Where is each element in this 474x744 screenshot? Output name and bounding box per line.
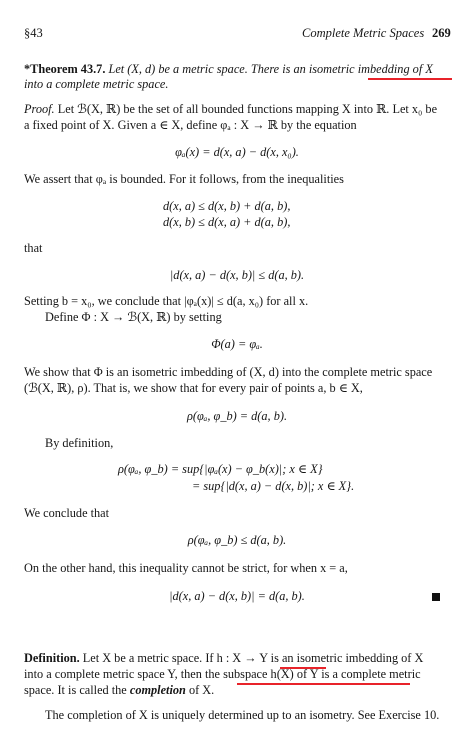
proof-line-11: On the other hand, this inequality cannot be strict, for when x = a, bbox=[24, 561, 348, 575]
definition-text-3a: space. It is called the bbox=[24, 683, 127, 697]
theorem-line-2: into a complete metric space. bbox=[24, 77, 169, 91]
theorem-highlight: imbedding of X bbox=[357, 62, 433, 76]
theorem-label: *Theorem 43.7. bbox=[24, 62, 106, 76]
proof-text-1: Let ℬ(X, ℝ) be the set of all bounded functions mapping X into ℝ. Let x₀ be bbox=[57, 102, 438, 116]
proof-line-8: (ℬ(X, ℝ), ρ). That is, we show that for every pair of points a, b ∈ X, bbox=[24, 381, 363, 395]
proof-line-7: We show that Φ is an isometric imbedding of (X, d) into the complete metric space bbox=[24, 365, 433, 379]
proof-line-1 bbox=[24, 102, 437, 117]
page-number: 269 bbox=[432, 26, 451, 40]
proof-line-5: Setting b = x₀, we conclude that |φₐ(x)| ≤ d(a, x₀) for all x. bbox=[24, 294, 309, 308]
proof-line-3: We assert that φₐ is bounded. For it follows, from the inequalities bbox=[24, 172, 344, 186]
definition-text-2a: into a complete metric space Y, then the bbox=[24, 667, 220, 681]
definition-text-3c: of X. bbox=[188, 683, 215, 697]
equation-ineq-1: d(x, a) ≤ d(x, b) + d(a, b), bbox=[163, 199, 291, 213]
definition-term: completion bbox=[129, 683, 186, 697]
equation-rho: ρ(φₐ, φ_b) = d(a, b). bbox=[186, 409, 288, 423]
equation-sup-1: ρ(φₐ, φ_b) = sup{|φₐ(x) − φ_b(x)|; x ∈ X} bbox=[118, 462, 323, 476]
closing-sentence: The completion of X is uniquely determined up to an isometry. See Exercise 10. bbox=[45, 708, 440, 722]
proof-line-10: We conclude that bbox=[24, 506, 110, 520]
equation-final: |d(x, a) − d(x, b)| = d(a, b). bbox=[169, 589, 305, 603]
red-underline-definition-2 bbox=[237, 683, 410, 685]
definition-line-1 bbox=[24, 651, 423, 666]
proof-line-9: By definition, bbox=[45, 436, 114, 450]
equation-ineq-2: d(x, b) ≤ d(x, a) + d(a, b), bbox=[163, 215, 291, 229]
definition-text-1c: isometric imbedding of X bbox=[296, 651, 424, 665]
proof-line-6: Define Φ : X → ℬ(X, ℝ) by setting bbox=[45, 310, 222, 324]
proof-line-2: a fixed point of X. Given a ∈ X, define φₐ : X → ℝ by the equation bbox=[24, 118, 357, 132]
definition-text-1a: Let X be a metric space. If h : X → bbox=[82, 651, 257, 665]
definition-text-2b: subspace h(X) of Y is a complete bbox=[223, 667, 387, 681]
definition-text-2c: metric bbox=[389, 667, 421, 681]
equation-sup-2: = sup{|d(x, a) − d(x, b)|; x ∈ X}. bbox=[192, 479, 355, 493]
theorem-text-1: Let (X, d) be a metric space. There is an isometric bbox=[108, 62, 355, 76]
equation-phi-a: φₐ(x) = d(x, a) − d(x, x₀). bbox=[175, 145, 299, 159]
red-underline-theorem bbox=[368, 78, 452, 80]
section-number: §43 bbox=[24, 26, 43, 40]
proof-label: Proof. bbox=[24, 102, 55, 116]
running-title: Complete Metric Spaces bbox=[302, 26, 425, 40]
definition-label: Definition. bbox=[24, 651, 80, 665]
definition-line-3 bbox=[24, 683, 214, 698]
qed-square-icon bbox=[432, 593, 440, 601]
equation-Phi: Φ(a) = φₐ. bbox=[211, 337, 263, 351]
definition-line-2 bbox=[24, 667, 421, 682]
proof-line-4: that bbox=[24, 241, 43, 255]
definition-text-1b: Y is an bbox=[259, 651, 294, 665]
equation-abs-ineq: |d(x, a) − d(x, b)| ≤ d(a, b). bbox=[169, 268, 305, 282]
theorem-line-1 bbox=[24, 62, 433, 77]
equation-rho-ineq: ρ(φₐ, φ_b) ≤ d(a, b). bbox=[187, 533, 287, 547]
